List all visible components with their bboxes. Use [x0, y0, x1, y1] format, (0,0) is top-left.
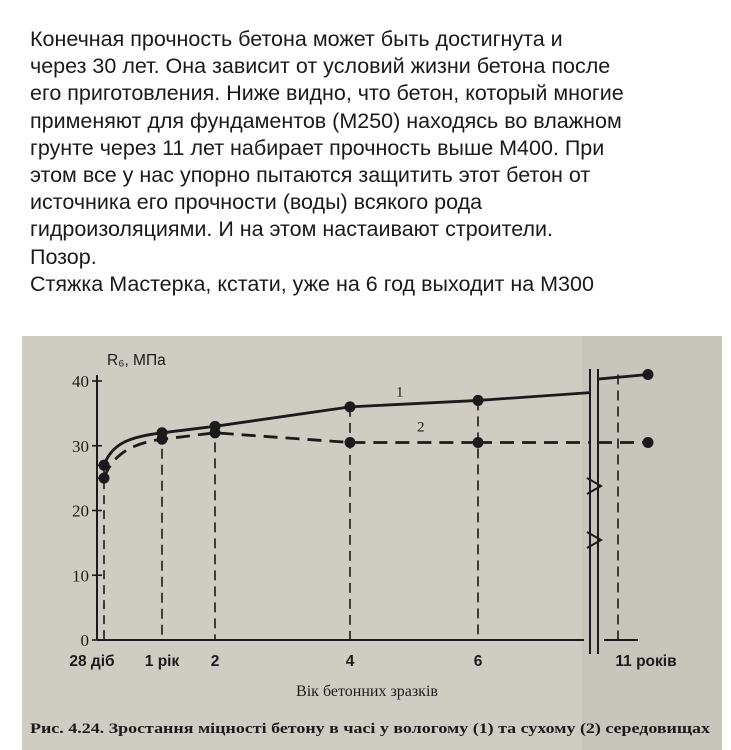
data-point-series-2	[473, 437, 484, 448]
chart-photo	[22, 336, 722, 750]
intro-line: его приготовления. Ниже видно, что бетон, который многие	[30, 81, 624, 106]
figure-caption: Рис. 4.24. Зростання міцності бетону в часі у вологому (1) та сухому (2) середовищах	[30, 721, 711, 737]
x-axis-label: Вік бетонних зразків	[296, 683, 438, 700]
data-point-series-1	[99, 460, 110, 471]
x-tick-label: 11 років	[615, 653, 677, 670]
intro-line: Стяжка Мастерка, кстати, уже на 6 год выходит на М300	[30, 271, 594, 296]
intro-line: Конечная прочность бетона может быть достигнута и	[30, 27, 563, 51]
data-point-series-2	[157, 434, 168, 445]
data-point-series-2	[345, 437, 356, 448]
y-tick-label: 0	[80, 631, 89, 650]
x-tick-label: 2	[210, 653, 220, 670]
data-point-series-2	[643, 437, 654, 448]
intro-line: Позор.	[30, 244, 97, 269]
intro-line: гидроизоляциями. И на этом настаивают строители.	[30, 217, 554, 242]
y-tick-label: 10	[72, 566, 89, 586]
intro-line: источника его прочности (воды) всякого рода	[30, 190, 483, 215]
x-tick-label: 6	[473, 653, 483, 670]
intro-line: применяют для фундаментов (М250) находясь во влажном	[30, 108, 622, 133]
x-tick-label: 1 рік	[144, 653, 180, 670]
y-axis-label: R₆, МПа	[107, 352, 166, 369]
series-label-1: 1	[396, 384, 404, 401]
intro-line: через 30 лет. Она зависит от условий жизни бетона после	[30, 54, 611, 79]
x-tick-label: 28 діб	[69, 653, 115, 670]
photo-shade-right	[582, 336, 722, 750]
x-tick-label: 4	[345, 653, 355, 670]
y-tick-label: 30	[72, 436, 89, 456]
data-point-series-1	[473, 395, 484, 406]
series-label-2: 2	[417, 419, 425, 436]
y-tick-label: 20	[72, 501, 89, 521]
intro-text	[30, 26, 720, 298]
data-point-series-2	[99, 473, 110, 484]
data-point-series-2	[210, 427, 221, 438]
intro-line: грунте через 11 лет набирает прочность выше М400. При	[30, 135, 605, 160]
data-point-series-1	[643, 369, 654, 380]
y-tick-label: 40	[72, 372, 89, 391]
data-point-series-1	[345, 401, 356, 412]
intro-line: этом все у нас упорно пытаются защитить этот бетон от	[30, 163, 591, 188]
strength-chart	[22, 336, 722, 750]
